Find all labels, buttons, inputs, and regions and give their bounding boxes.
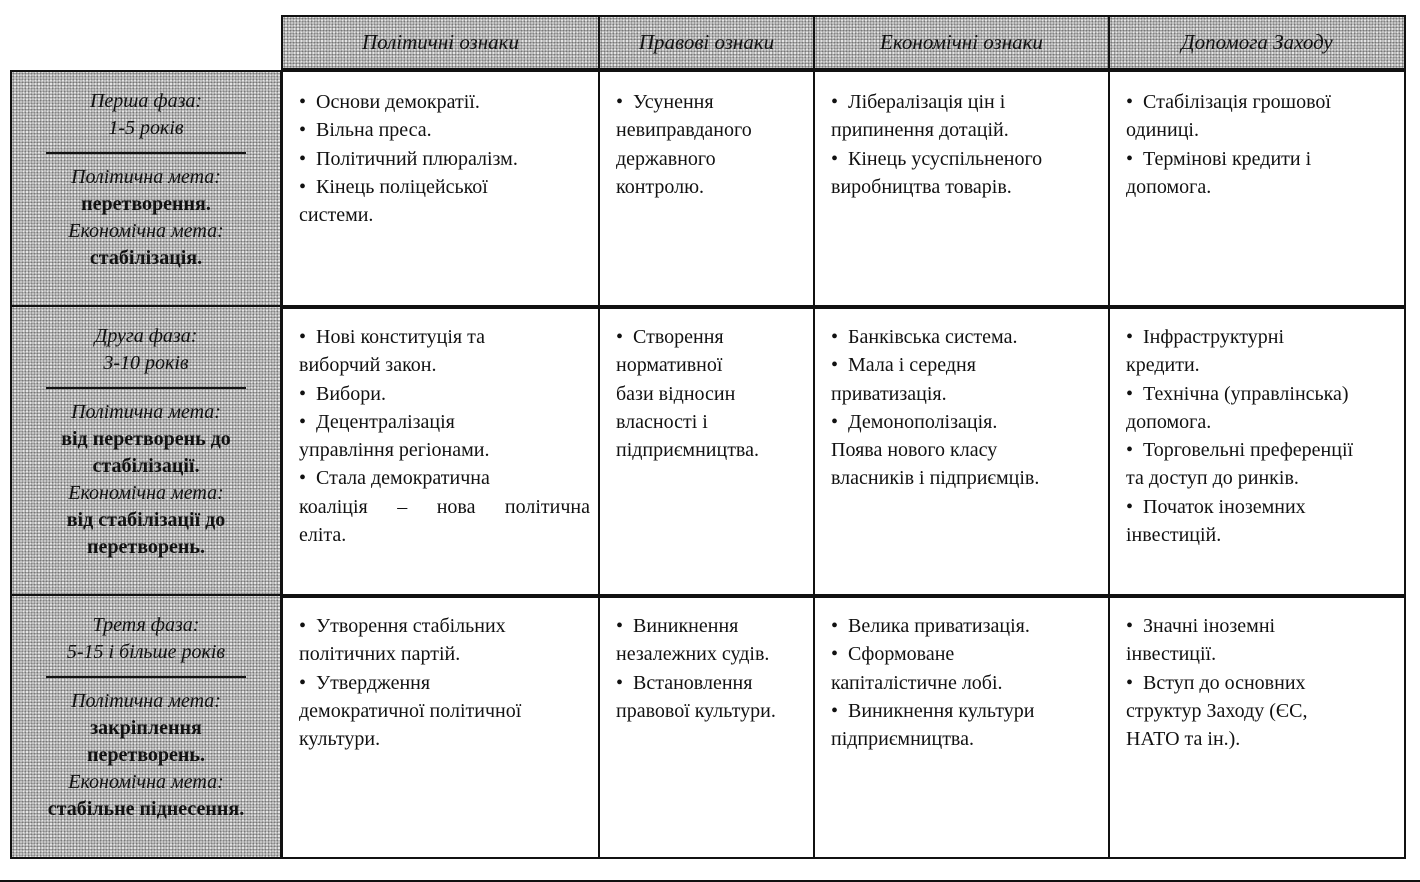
cell-third-political bbox=[281, 594, 600, 859]
bullet-item: • Термінові кредити і bbox=[1126, 145, 1396, 173]
text-line: приватизація. bbox=[831, 382, 947, 405]
phase-title: Друга фаза: bbox=[94, 325, 198, 347]
bullet-item: • Початок іноземних bbox=[1126, 493, 1396, 521]
bullet-item: • Децентралізація bbox=[299, 408, 590, 436]
political-goal-value: від перетворень до bbox=[61, 428, 231, 450]
cell-third-legal bbox=[598, 594, 815, 859]
bullet-item: • Демонополізація. bbox=[831, 408, 1100, 436]
bullet-item: • Виникнення культури bbox=[831, 697, 1100, 725]
economic-goal-value: перетворень. bbox=[87, 536, 205, 558]
header-legal: Правові ознаки bbox=[598, 15, 815, 70]
phase-title: 3-10 років bbox=[103, 352, 189, 374]
text-line: бази відносин bbox=[616, 382, 736, 405]
phase-separator bbox=[46, 152, 246, 154]
bullet-item: • Мала і середня bbox=[831, 351, 1100, 379]
political-goal-label: Політична мета: bbox=[71, 690, 221, 712]
header-economic: Економічні ознаки bbox=[813, 15, 1110, 70]
cell-third-western-aid bbox=[1108, 594, 1406, 859]
text-line: виробництва товарів. bbox=[831, 175, 1012, 198]
economic-goal-value: стабільне піднесення. bbox=[47, 798, 245, 820]
text-line: НАТО та ін.). bbox=[1126, 728, 1241, 751]
text-line: підприємництва. bbox=[831, 728, 974, 751]
text-line: інвестиції. bbox=[1126, 643, 1217, 666]
bullet-item: • Банківська система. bbox=[831, 323, 1100, 351]
text-line: управління регіонами. bbox=[299, 439, 490, 462]
bullet-item: • Кінець поліцейської bbox=[299, 173, 590, 201]
text-line: власності і bbox=[616, 410, 708, 433]
text-line: політичних партій. bbox=[299, 643, 461, 666]
text-line: контролю. bbox=[616, 175, 705, 198]
text-line: правової культури. bbox=[616, 699, 776, 722]
text-line: демократичної політичної bbox=[299, 699, 522, 722]
text-line: припинення дотацій. bbox=[831, 119, 1009, 142]
phase-first-cell bbox=[10, 70, 282, 309]
economic-goal-value: стабілізація. bbox=[89, 247, 203, 269]
bullet-item: • Створення bbox=[616, 323, 805, 351]
text-line: кредити. bbox=[1126, 354, 1200, 377]
header-political: Політичні ознаки bbox=[281, 15, 600, 70]
bullet-item: • Велика приватизація. bbox=[831, 612, 1100, 640]
cell-third-economic bbox=[813, 594, 1110, 859]
text-line: системи. bbox=[299, 204, 374, 227]
text-line: еліта. bbox=[299, 524, 347, 547]
bullet-item: • Значні іноземні bbox=[1126, 612, 1396, 640]
phase-title: 1-5 років bbox=[108, 117, 184, 139]
cell-second-western-aid bbox=[1108, 305, 1406, 598]
political-goal-label: Політична мета: bbox=[71, 401, 221, 423]
text-line: власників і підприємців. bbox=[831, 467, 1040, 490]
economic-goal-label: Економічна мета: bbox=[68, 771, 224, 793]
bullet-item: • Стала демократична bbox=[299, 464, 590, 492]
text-line: допомога. bbox=[1126, 410, 1212, 433]
bullet-item: • Утвердження bbox=[299, 669, 590, 697]
text-line: та доступ до ринків. bbox=[1126, 467, 1299, 490]
political-goal-value: перетворень. bbox=[87, 744, 205, 766]
phase-title: 5-15 і більше років bbox=[66, 641, 226, 663]
header-western-aid: Допомога Заходу bbox=[1108, 15, 1406, 70]
cell-first-legal bbox=[598, 70, 815, 309]
text-line: культури. bbox=[299, 728, 381, 751]
text-line: виборчий закон. bbox=[299, 354, 437, 377]
economic-goal-label: Економічна мета: bbox=[68, 220, 224, 242]
text-line: одиниці. bbox=[1126, 119, 1199, 142]
bullet-item: • Виникнення bbox=[616, 612, 805, 640]
bullet-item: • Утворення стабільних bbox=[299, 612, 590, 640]
political-goal-label: Політична мета: bbox=[71, 166, 221, 188]
bullet-item: • Інфраструктурні bbox=[1126, 323, 1396, 351]
bullet-item: • Стабілізація грошової bbox=[1126, 88, 1396, 116]
political-goal-value: закріплення bbox=[90, 717, 202, 739]
phase-separator bbox=[46, 676, 246, 678]
text-line: державного bbox=[616, 147, 716, 170]
economic-goal-value: від стабілізації до bbox=[66, 509, 226, 531]
bullet-item: • Вибори. bbox=[299, 380, 590, 408]
text-line: інвестицій. bbox=[1126, 524, 1222, 547]
bullet-item: • Сформоване bbox=[831, 640, 1100, 668]
cell-first-western-aid bbox=[1108, 70, 1406, 309]
bullet-item: • Вступ до основних bbox=[1126, 669, 1396, 697]
bullet-item: • Усунення bbox=[616, 88, 805, 116]
text-line: допомога. bbox=[1126, 175, 1212, 198]
economic-goal-label: Економічна мета: bbox=[68, 482, 224, 504]
text-line: невиправданого bbox=[616, 119, 752, 142]
bullet-item: • Нові конституція та bbox=[299, 323, 590, 351]
cell-first-economic bbox=[813, 70, 1110, 309]
text-line: капіталістичне лобі. bbox=[831, 671, 1003, 694]
phase-second-cell bbox=[10, 305, 282, 598]
political-goal-value: стабілізації. bbox=[92, 455, 200, 477]
bullet-item: • Технічна (управлінська) bbox=[1126, 380, 1396, 408]
cell-second-economic bbox=[813, 305, 1110, 598]
political-goal-value: перетворення. bbox=[81, 193, 211, 215]
phase-third-cell bbox=[10, 594, 282, 859]
text-line: структур Заходу (ЄС, bbox=[1126, 699, 1308, 722]
text-line: незалежних судів. bbox=[616, 643, 770, 666]
bullet-item: • Політичний плюралізм. bbox=[299, 145, 590, 173]
bullet-item: • Лібералізація цін і bbox=[831, 88, 1100, 116]
bullet-item: • Вільна преса. bbox=[299, 116, 590, 144]
cell-first-political bbox=[281, 70, 600, 309]
phase-title: Перша фаза: bbox=[89, 90, 203, 112]
phase-title: Третя фаза: bbox=[92, 614, 200, 636]
bullet-item: • Кінець усуспільненого bbox=[831, 145, 1100, 173]
bullet-item: • Торговельні преференції bbox=[1126, 436, 1396, 464]
text-line: нормативної bbox=[616, 354, 723, 377]
text-line: підприємництва. bbox=[616, 439, 759, 462]
bullet-item: • Встановлення bbox=[616, 669, 805, 697]
cell-second-political bbox=[281, 305, 600, 598]
cell-second-legal bbox=[598, 305, 815, 598]
text-line: коаліція – нова політична bbox=[299, 495, 590, 518]
text-line: Поява нового класу bbox=[831, 439, 998, 462]
bullet-item: • Основи демократії. bbox=[299, 88, 590, 116]
phase-separator bbox=[46, 387, 246, 389]
